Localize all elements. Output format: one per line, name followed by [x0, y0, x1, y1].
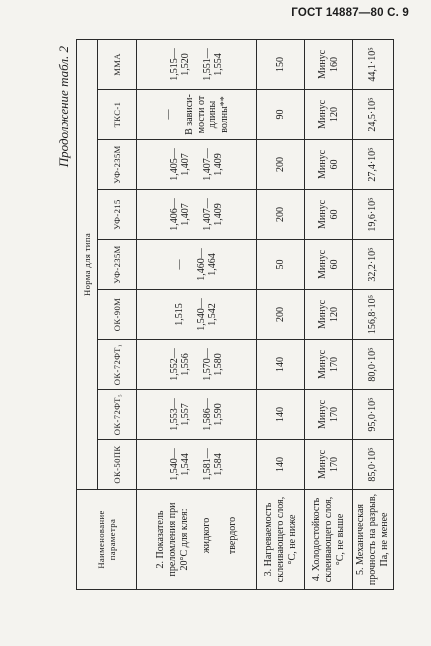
strength-cell: 19,6·10⁵ — [353, 190, 394, 240]
value-line: 60 — [328, 259, 340, 270]
value-stack — [202, 343, 225, 386]
heat-cell: 200 — [257, 290, 305, 340]
refraction-cell — [137, 190, 257, 240]
value-line: 1,409 — [213, 153, 224, 176]
table-continuation-label: Продолжение табл. 2 — [56, 46, 71, 168]
value-stack — [169, 343, 192, 386]
strength-cell: 24,5·10⁵ — [353, 90, 394, 140]
spacer — [192, 143, 202, 186]
value-line: 1,586— — [201, 398, 213, 431]
strength-cell: 80,0·10⁵ — [353, 340, 394, 390]
value-stack — [317, 393, 340, 436]
value-line: 1,552— — [168, 348, 180, 381]
cold-cell — [305, 240, 353, 290]
type-header: ОК-72ФТ₅ — [98, 390, 137, 440]
refraction-cell — [137, 140, 257, 190]
value-stack — [202, 43, 225, 86]
value-stack — [196, 293, 219, 336]
refraction-cell — [137, 290, 257, 340]
value-line: Минус — [317, 349, 328, 380]
value-line: 1,515—1,520 — [168, 48, 191, 81]
rotated-table-page — [52, 40, 390, 590]
spacer — [174, 93, 184, 136]
value-stack — [317, 243, 340, 286]
value-line: 1,542 — [207, 303, 219, 326]
value-line: 1,460— — [195, 248, 207, 281]
cold-cell — [305, 390, 353, 440]
param-cold: 4. Холодостойкость склеивающего слоя, °С, не выше — [305, 490, 353, 590]
type-header: ОК-72ФТ₁ — [98, 340, 137, 390]
value-stack — [169, 193, 192, 236]
heat-cell: 150 — [257, 39, 305, 89]
value-line: 160 — [328, 56, 340, 72]
heat-cell: 140 — [257, 340, 305, 390]
value-line: — — [174, 259, 186, 270]
heat-cell: 140 — [257, 440, 305, 490]
value-line: волны** — [218, 96, 230, 133]
value-line: 1,540— — [195, 298, 207, 331]
heat-cell: 90 — [257, 90, 305, 140]
refraction-cell — [137, 340, 257, 390]
value-stack — [202, 193, 225, 236]
spacer — [192, 443, 202, 486]
value-line: 1,551—1,554 — [201, 48, 224, 81]
param-title: 2. Показатель преломления при 20°С для клея: — [154, 502, 190, 577]
value-stack — [196, 243, 219, 286]
value-line: Минус — [317, 99, 328, 130]
value-line: 1,405— — [168, 148, 180, 181]
value-line: 60 — [328, 159, 340, 170]
value-line: мости от — [195, 95, 207, 134]
table-row — [353, 39, 394, 589]
type-header: УФ-235М — [98, 140, 137, 190]
param-sub-liquid: жидкого — [200, 517, 212, 554]
param-sub-solid: твердого — [226, 516, 238, 555]
value-line: 1,540— — [168, 448, 180, 481]
value-line: 1,515 — [174, 303, 186, 326]
value-stack — [317, 193, 340, 236]
cold-cell — [305, 190, 353, 240]
value-stack — [169, 393, 192, 436]
value-line: 1,407— — [201, 198, 213, 231]
heat-cell: 200 — [257, 140, 305, 190]
value-stack — [169, 443, 192, 486]
value-line: Минус — [317, 149, 328, 180]
value-line: Минус — [317, 49, 328, 79]
refraction-cell — [137, 240, 257, 290]
value-line: 1,556 — [180, 353, 191, 376]
cold-cell — [305, 440, 353, 490]
table-row — [257, 39, 305, 589]
cold-cell — [305, 39, 353, 89]
value-stack — [202, 393, 225, 436]
strength-cell: 156,8·10⁵ — [353, 290, 394, 340]
value-line: 1,544 — [180, 453, 191, 476]
value-stack — [184, 93, 230, 136]
type-header: ММА — [98, 39, 137, 89]
cold-cell — [305, 140, 353, 190]
value-line: 170 — [328, 357, 340, 372]
value-stack — [317, 93, 340, 136]
strength-cell: 27,4·10⁵ — [353, 140, 394, 190]
refraction-cell — [137, 39, 257, 89]
value-line: Минус — [317, 399, 328, 430]
value-stack — [202, 143, 225, 186]
type-header: ТКС-1 — [98, 90, 137, 140]
refraction-cell — [137, 390, 257, 440]
spacer — [186, 293, 196, 336]
value-line: длины — [207, 100, 219, 129]
value-line: 1,407 — [180, 153, 191, 176]
value-stack — [169, 143, 192, 186]
value-stack — [202, 443, 225, 486]
value-line: 1,406— — [168, 198, 180, 231]
value-stack — [174, 243, 186, 286]
value-line: 1,407— — [201, 148, 213, 181]
value-line: 1,464 — [207, 253, 219, 276]
value-stack — [317, 443, 340, 486]
value-line: 1,580 — [213, 353, 224, 376]
value-line: Минус — [317, 299, 328, 330]
value-line: 60 — [328, 209, 340, 220]
heat-cell: 140 — [257, 390, 305, 440]
value-line: 1,590 — [213, 403, 224, 426]
value-stack — [163, 93, 175, 136]
value-line: 1,409 — [213, 203, 224, 226]
value-line: 1,570— — [201, 348, 213, 381]
cold-cell — [305, 90, 353, 140]
value-stack — [169, 43, 192, 86]
cold-cell — [305, 340, 353, 390]
value-stack — [317, 343, 340, 386]
value-stack — [317, 43, 340, 86]
value-line: 1,553— — [168, 398, 180, 431]
spacer — [192, 343, 202, 386]
refraction-cell — [137, 440, 257, 490]
value-line: Минус — [317, 449, 328, 480]
value-line: 1,407 — [180, 203, 191, 226]
value-stack — [174, 293, 186, 336]
spacer — [192, 393, 202, 436]
spacer — [186, 243, 196, 286]
strength-cell: 44,1·10⁵ — [353, 39, 394, 89]
value-line: 1,584 — [213, 453, 224, 476]
value-line: 120 — [328, 307, 340, 322]
value-line: Минус — [317, 249, 328, 280]
value-line: 1,581— — [201, 448, 213, 481]
spec-table — [76, 39, 394, 590]
value-stack — [317, 293, 340, 336]
heat-cell: 50 — [257, 240, 305, 290]
param-heat: 3. Нагреваемость склеивающего слоя, °С, не ниже — [257, 490, 305, 590]
value-line: 1,557 — [180, 403, 191, 426]
param-refraction — [137, 490, 257, 590]
refraction-cell — [137, 90, 257, 140]
strength-cell: 32,2·10⁵ — [353, 240, 394, 290]
strength-cell: 85,0·10⁵ — [353, 440, 394, 490]
type-header: УФ-215 — [98, 190, 137, 240]
type-header: ОК-90М — [98, 290, 137, 340]
spacer — [192, 193, 202, 236]
param-column-header: Наименование параметра — [77, 490, 137, 590]
table-row — [137, 39, 257, 589]
value-line: Минус — [317, 199, 328, 230]
value-stack — [317, 143, 340, 186]
value-line: 120 — [328, 107, 340, 122]
heat-cell: 200 — [257, 190, 305, 240]
value-line: 170 — [328, 457, 340, 472]
strength-cell: 95,0·10⁵ — [353, 390, 394, 440]
value-line: — — [162, 109, 174, 120]
spacer — [192, 43, 202, 86]
value-line: В зависи- — [184, 94, 196, 135]
value-line: 170 — [328, 407, 340, 422]
table-row — [305, 39, 353, 589]
type-header: ОК-50ПК — [98, 440, 137, 490]
norm-group-header: Норма для типа — [77, 39, 98, 489]
type-header: УФ-235М — [98, 240, 137, 290]
param-strength: 5. Механическая прочность на разрыв, Па, не менее — [353, 490, 394, 590]
page-header: ГОСТ 14887—80 С. 9 — [291, 7, 409, 19]
cold-cell — [305, 290, 353, 340]
